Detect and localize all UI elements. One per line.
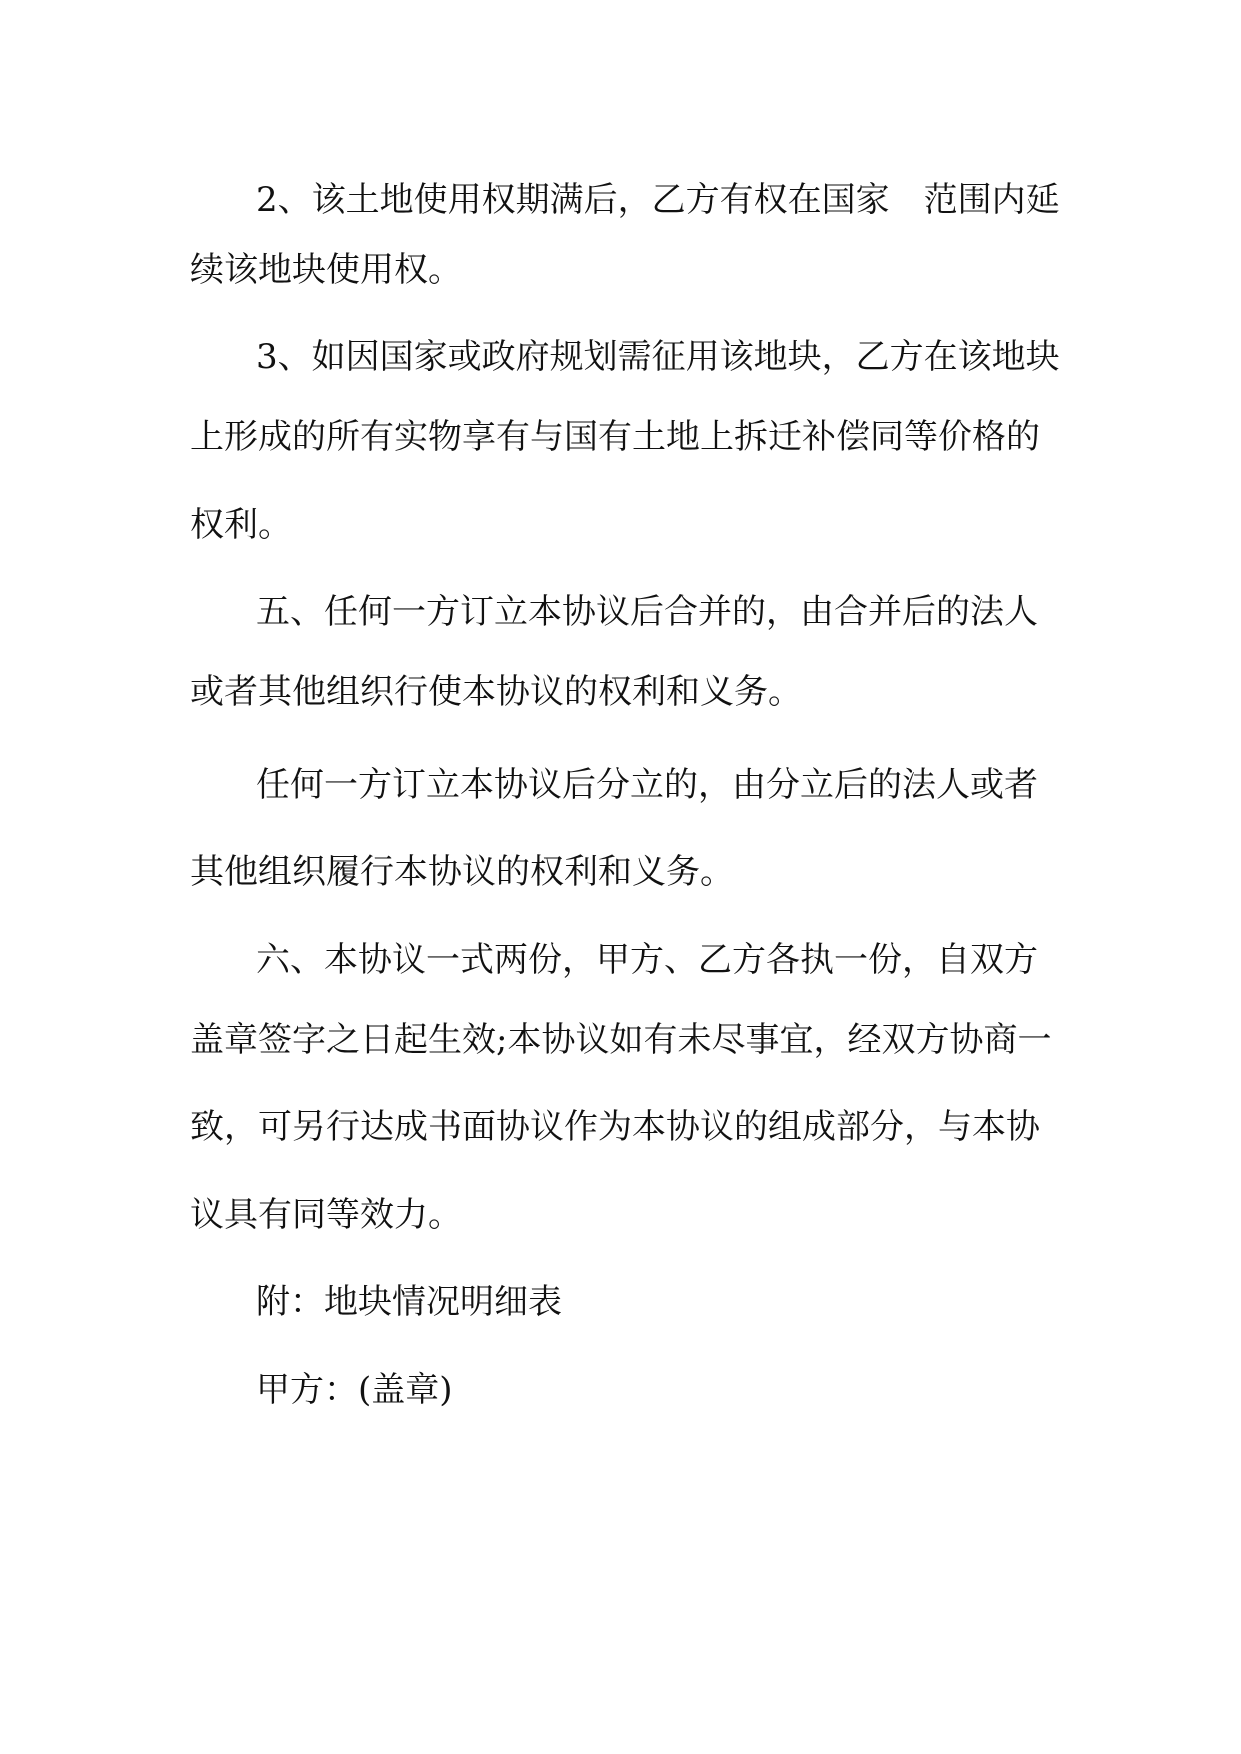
clause-3-line-2: 上形成的所有实物享有与国有土地上拆迁补偿同等价格的 bbox=[190, 417, 1040, 457]
article-6-line-1: 六、本协议一式两份，甲方、乙方各执一份，自双方 bbox=[256, 940, 1038, 980]
article-5-line-2: 或者其他组织行使本协议的权利和义务。 bbox=[190, 672, 802, 712]
article-6-line-4: 议具有同等效力。 bbox=[190, 1195, 462, 1235]
attachment-line: 附：地块情况明细表 bbox=[256, 1282, 562, 1322]
party-a-seal-line: 甲方：(盖章) bbox=[256, 1370, 453, 1410]
clause-3-line-1: 3、如因国家或政府规划需征用该地块，乙方在该地块 bbox=[256, 337, 1060, 377]
article-5-line-1: 五、任何一方订立本协议后合并的，由合并后的法人 bbox=[256, 592, 1038, 632]
clause-2-line-2: 续该地块使用权。 bbox=[190, 250, 462, 290]
clause-3-line-3: 权利。 bbox=[190, 505, 292, 545]
article-6-line-2: 盖章签字之日起生效;本协议如有未尽事宜，经双方协商一 bbox=[190, 1020, 1052, 1060]
article-5-para-2-line-1: 任何一方订立本协议后分立的，由分立后的法人或者 bbox=[256, 765, 1038, 805]
article-5-para-2-line-2: 其他组织履行本协议的权利和义务。 bbox=[190, 852, 734, 892]
article-6-line-3: 致，可另行达成书面协议作为本协议的组成部分，与本协 bbox=[190, 1107, 1040, 1147]
clause-2-line-1: 2、该土地使用权期满后，乙方有权在国家 范围内延 bbox=[256, 180, 1060, 220]
